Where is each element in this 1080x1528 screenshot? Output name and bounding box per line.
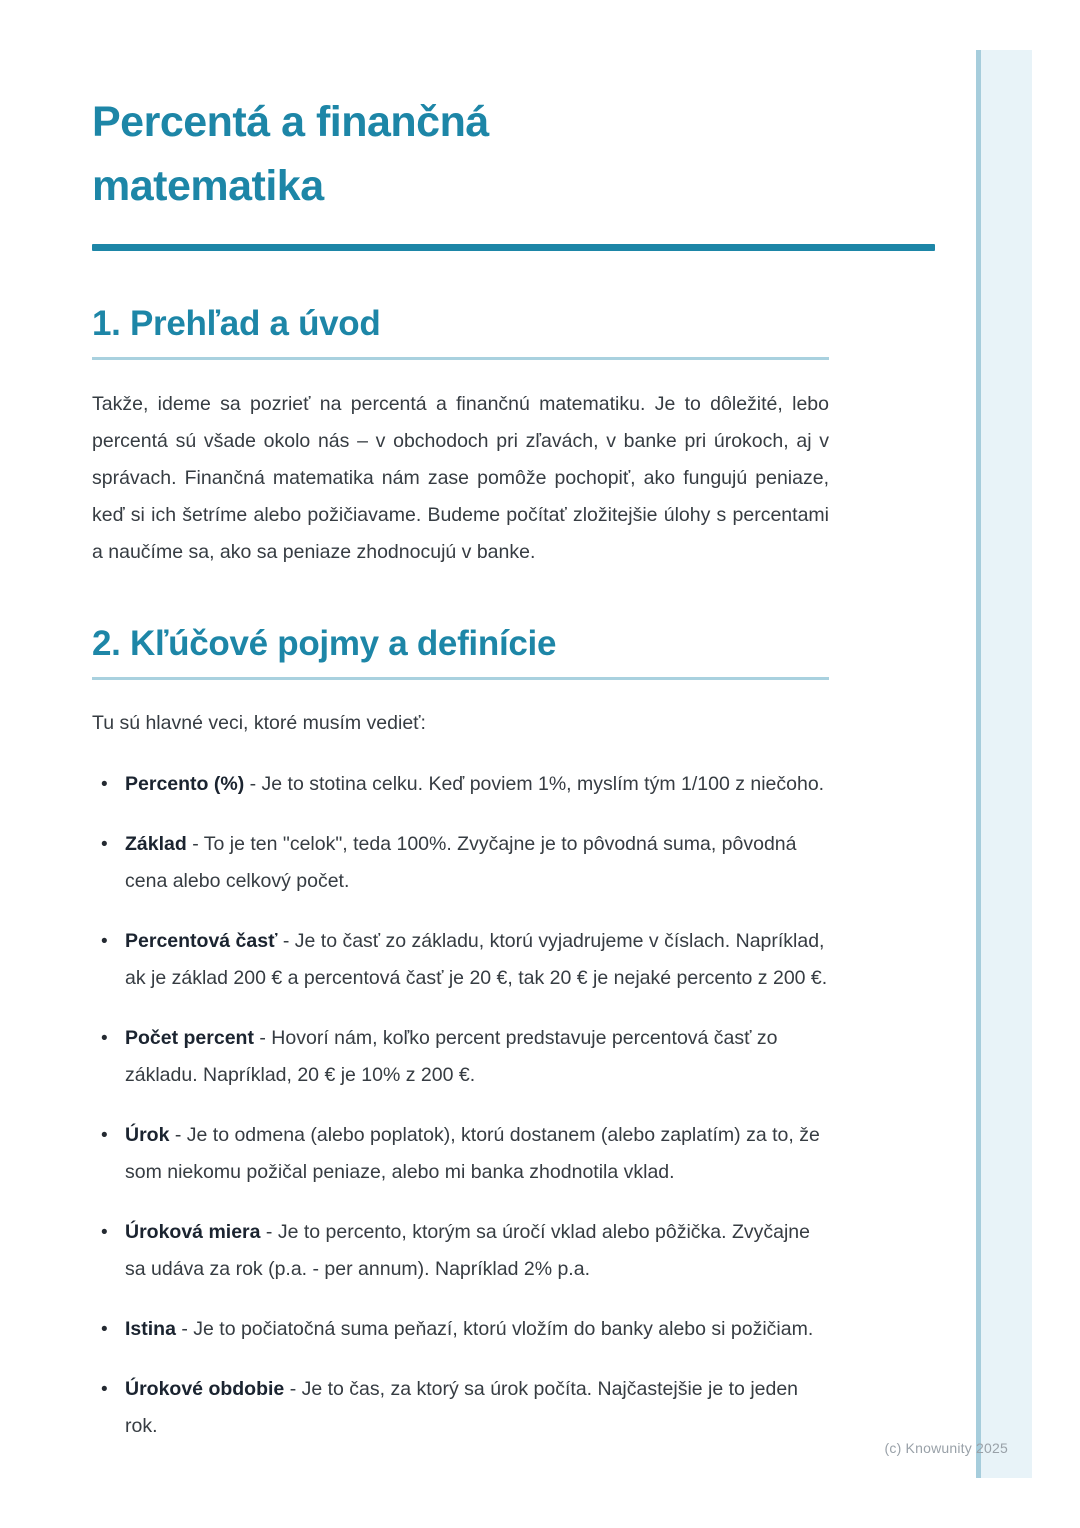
- bullet-icon: •: [101, 1028, 108, 1049]
- bullet-icon: •: [101, 1125, 108, 1146]
- bullet-icon: •: [101, 1319, 108, 1340]
- term-definition: - Je to stotina celku. Keď poviem 1%, myslím tým 1/100 z niečoho.: [249, 773, 825, 795]
- list-item: [92, 1117, 829, 1191]
- section-1-heading: 1. Prehľad a úvod: [92, 304, 381, 343]
- term-label: Úrokové obdobie: [125, 1378, 285, 1400]
- term-definition: - Je to počiatočná suma peňazí, ktorú vložím do banky alebo si požičiam.: [181, 1318, 814, 1340]
- list-item: [92, 1311, 829, 1348]
- key-terms-intro: Tu sú hlavné veci, ktoré musím vedieť:: [92, 712, 426, 734]
- bullet-icon: •: [101, 774, 108, 795]
- term-definition: - To je ten "celok", teda 100%. Zvyčajne je to pôvodná suma, pôvodná cena alebo celkový počet.: [125, 833, 797, 892]
- page-title: [92, 90, 935, 218]
- bullet-icon: •: [101, 1222, 108, 1243]
- term-label: Percentová časť: [125, 930, 278, 952]
- bullet-icon: •: [101, 1379, 108, 1400]
- list-item: [92, 1371, 829, 1445]
- list-item: [92, 1214, 829, 1288]
- section-2-heading: 2. Kľúčové pojmy a definície: [92, 624, 557, 663]
- page-title-line-2: matematika: [92, 162, 324, 210]
- side-stripe-decoration: [976, 50, 1032, 1478]
- list-item: [92, 1020, 829, 1094]
- overview-paragraph: Takže, ideme sa pozrieť na percentá a finančnú matematiku. Je to dôležité, lebo percentá sú všade okolo nás – v obchodoch pri zľavách, v banke pri úrokoch, aj v správach. Finančná matematika nám zase pomôže pochopiť, ako fungujú peniaze, keď si ich šetríme alebo požičiavame. Budeme počítať zložitejšie úlohy s percentami a naučíme sa, ako sa peniaze zhodnocujú v banke.: [92, 393, 829, 563]
- title-divider: [92, 244, 935, 251]
- bullet-icon: •: [101, 931, 108, 952]
- term-label: Počet percent: [125, 1027, 254, 1049]
- list-item: [92, 923, 829, 997]
- term-label: Percento (%): [125, 773, 245, 795]
- term-label: Základ: [125, 833, 187, 855]
- term-definition: - Je to čas, za ktorý sa úrok počíta. Najčastejšie je to jeden rok.: [125, 1378, 799, 1437]
- bullet-icon: •: [101, 834, 108, 855]
- term-label: Úroková miera: [125, 1221, 261, 1243]
- section-2-divider: [92, 677, 829, 680]
- term-label: Istina: [125, 1318, 176, 1340]
- section-overview: [92, 303, 829, 571]
- list-item: [92, 826, 829, 900]
- copyright-footer: (c) Knowunity 2025: [884, 1440, 1008, 1456]
- page-title-line-1: Percentá a finančná: [92, 98, 489, 146]
- term-definition: - Je to časť zo základu, ktorú vyjadrujeme v číslach. Napríklad, ak je základ 200 € a percentová časť je 20 €, tak 20 € je nejaké percento z 200 €.: [125, 930, 828, 989]
- term-definition: - Hovorí nám, koľko percent predstavuje percentová časť zo základu. Napríklad, 20 € je 10% z 200 €.: [125, 1027, 778, 1086]
- section-1-divider: [92, 357, 829, 360]
- term-definition: - Je to odmena (alebo poplatok), ktorú dostanem (alebo zaplatím) za to, že som niekomu požičal peniaze, alebo mi banka zhodnotila vklad.: [125, 1124, 820, 1183]
- list-item: [92, 766, 829, 803]
- term-definition: - Je to percento, ktorým sa úročí vklad alebo pôžička. Zvyčajne sa udáva za rok (p.a. - per annum). Napríklad 2% p.a.: [125, 1221, 810, 1280]
- section-key-terms: [92, 623, 829, 1445]
- key-terms-list: [92, 766, 829, 1445]
- content-area: [92, 0, 829, 1468]
- term-label: Úrok: [125, 1124, 170, 1146]
